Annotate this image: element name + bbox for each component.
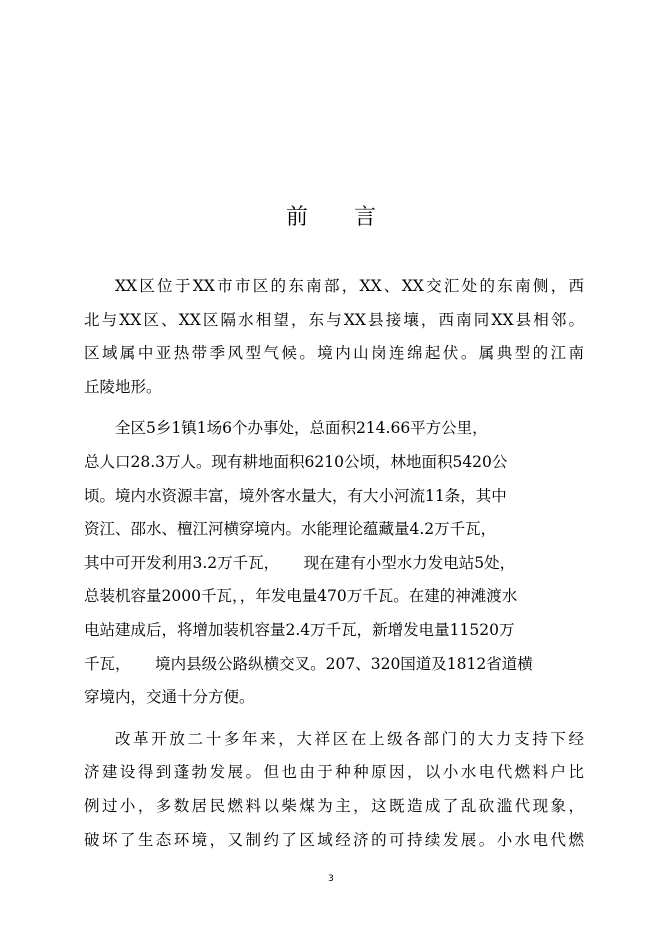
paragraph-2-line-6: 总装机容量2000千瓦，，年发电量470万千瓦。在建的神滩渡水 bbox=[84, 587, 518, 606]
paragraph-3-line-2: 济建设得到蓬勃发展。但也由于种种原因，以小水电代燃料户比 bbox=[84, 763, 584, 782]
page-number: 3 bbox=[328, 874, 334, 884]
paragraph-2-line-8: 千瓦， 境内县级公路纵横交叉。207、320国道及1812省道横 bbox=[84, 654, 533, 673]
paragraph-1-line-4: 丘陵地形。 bbox=[84, 377, 162, 396]
paragraph-3-line-3: 例过小，多数居民燃料以柴煤为主，这既造成了乱砍滥代现象， bbox=[84, 796, 584, 815]
paragraph-1-line-2: 北与XX区、XX区隔水相望，东与XX县接壤，西南同XX县相邻。 bbox=[84, 310, 584, 329]
paragraph-2-line-2: 总人口28.3万人。现有耕地面积6210公顷，林地面积5420公 bbox=[84, 452, 508, 471]
paragraph-3-line-4: 破坏了生态环境，又制约了区域经济的可持续发展。小水电代燃 bbox=[84, 830, 584, 849]
paragraph-3-line-1: 改革开放二十多年来，大祥区在上级各部门的大力支持下经 bbox=[115, 729, 584, 748]
paragraph-2-line-1: 全区5乡1镇1场6个办事处，总面积214.66平方公里， bbox=[115, 419, 488, 438]
paragraph-2-line-9: 穿境内，交通十分方便。 bbox=[84, 688, 255, 707]
paragraph-1-line-1: XX区位于XX市市区的东南部，XX、XX交汇处的东南侧，西 bbox=[115, 277, 584, 295]
page-title bbox=[0, 203, 662, 233]
paragraph-2-line-4: 资江、邵水、檀江河横穿境内。水能理论蕴藏量4.2万千瓦， bbox=[84, 520, 497, 539]
paragraph-2-line-5: 其中可开发利用3.2万千瓦， 现在建有小型水力发电站5处， bbox=[84, 553, 516, 572]
paragraph-1-line-3: 区域属中亚热带季风型气候。境内山岗连绵起伏。属典型的江南 bbox=[84, 344, 584, 363]
paragraph-2-line-7: 电站建成后，将增加装机容量2.4万千瓦，新增发电量11520万 bbox=[84, 620, 515, 639]
title-char-1: 前 bbox=[285, 205, 308, 230]
title-char-2: 言 bbox=[354, 205, 377, 230]
paragraph-2-line-3: 顷。境内水资源丰富，境外客水量大，有大小河流11条，其中 bbox=[84, 486, 507, 505]
body-text bbox=[84, 270, 584, 857]
